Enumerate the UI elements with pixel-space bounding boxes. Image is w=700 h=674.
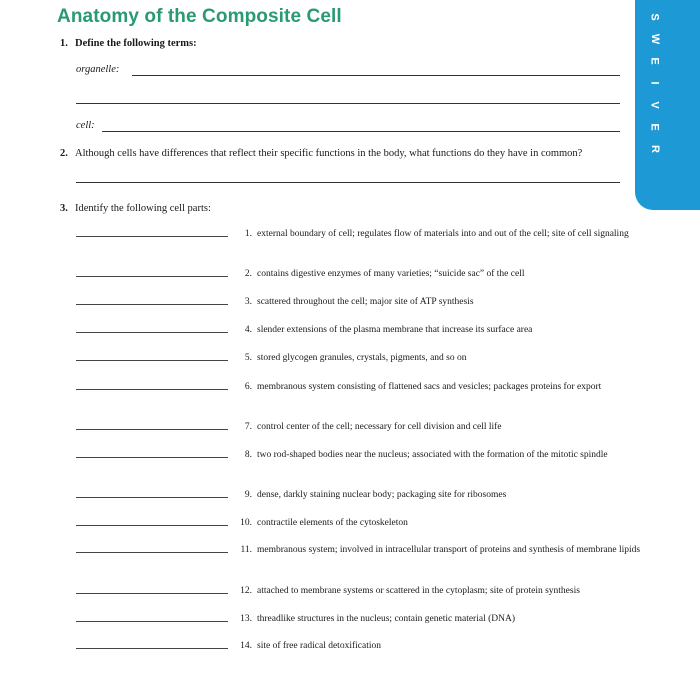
tab-letter: I [649, 81, 661, 85]
answer-line[interactable] [76, 552, 228, 553]
worksheet-title: Anatomy of the Composite Cell [57, 6, 342, 27]
item-description: control center of the cell; necessary for cell division and cell life [257, 422, 502, 432]
answer-line[interactable] [76, 304, 228, 305]
item-number: 9. [244, 490, 252, 500]
item-number: 13. [240, 614, 252, 624]
item-description: stored glycogen granules, crystals, pigments, and so on [257, 353, 467, 363]
item-description: scattered throughout the cell; major site of ATP synthesis [257, 297, 474, 307]
item-number: 8. [244, 450, 252, 460]
item-number: 14. [240, 641, 252, 651]
item-description: dense, darkly staining nuclear body; packaging site for ribosomes [257, 490, 507, 500]
item-number: 7. [244, 422, 252, 432]
item-number: 4. [244, 325, 252, 335]
item-description: slender extensions of the plasma membrane that increase its surface area [257, 325, 533, 335]
question-text: Define the following terms: [75, 38, 197, 49]
item-number: 3. [244, 297, 252, 307]
answer-line[interactable] [76, 621, 228, 622]
question-number: 3. [60, 203, 68, 214]
answer-line[interactable] [76, 525, 228, 526]
item-number: 6. [244, 382, 252, 392]
item-description: site of free radical detoxification [257, 641, 381, 651]
question-1 [60, 38, 197, 49]
answer-line[interactable] [76, 457, 228, 458]
answer-line[interactable] [76, 389, 228, 390]
tab-letter: R [648, 145, 661, 153]
tab-letter: V [649, 101, 661, 109]
question-number: 2. [60, 148, 68, 159]
item-number: 5. [244, 353, 252, 363]
term-cell: cell: [76, 120, 95, 131]
item-description: contains digestive enzymes of many varieties; “suicide sac” of the cell [257, 269, 525, 279]
item-description: threadlike structures in the nucleus; contain genetic material (DNA) [257, 614, 515, 624]
reviews-side-tab-label [643, 6, 659, 160]
item-number: 1. [244, 229, 252, 239]
item-number: 11. [240, 545, 252, 555]
answer-line-q2[interactable] [76, 182, 620, 183]
tab-letter: E [649, 123, 661, 131]
answer-line[interactable] [76, 236, 228, 237]
term-organelle: organelle: [76, 64, 120, 75]
item-number: 12. [240, 586, 252, 596]
answer-line-organelle-2[interactable] [76, 103, 620, 104]
answer-line[interactable] [76, 497, 228, 498]
item-description: membranous system; involved in intracellular transport of proteins and synthesis of membrane lipids [257, 545, 641, 555]
tab-letter: W [648, 33, 661, 45]
tab-letter: S [649, 13, 661, 21]
question-text: Identify the following cell parts: [75, 203, 211, 214]
item-number: 10. [240, 518, 252, 528]
answer-line-organelle[interactable] [132, 75, 620, 76]
answer-line[interactable] [76, 276, 228, 277]
answer-line[interactable] [76, 332, 228, 333]
answer-line-cell[interactable] [102, 131, 620, 132]
question-2 [60, 148, 582, 159]
answer-line[interactable] [76, 360, 228, 361]
question-text: Although cells have differences that reflect their specific functions in the body, what functions do they have in common? [75, 148, 583, 159]
item-description: contractile elements of the cytoskeleton [257, 518, 408, 528]
item-description: attached to membrane systems or scattered in the cytoplasm; site of protein synthesis [257, 586, 580, 596]
item-description: membranous system consisting of flattened sacs and vesicles; packages proteins for export [257, 382, 602, 392]
answer-line[interactable] [76, 648, 228, 649]
item-number: 2. [244, 269, 252, 279]
question-number: 1. [60, 38, 68, 49]
item-description: two rod-shaped bodies near the nucleus; associated with the formation of the mitotic spindle [257, 450, 608, 460]
answer-line[interactable] [76, 429, 228, 430]
answer-line[interactable] [76, 593, 228, 594]
item-description: external boundary of cell; regulates flow of materials into and out of the cell; site of cell signaling [257, 229, 629, 239]
question-3 [60, 203, 211, 214]
tab-letter: E [649, 57, 661, 65]
